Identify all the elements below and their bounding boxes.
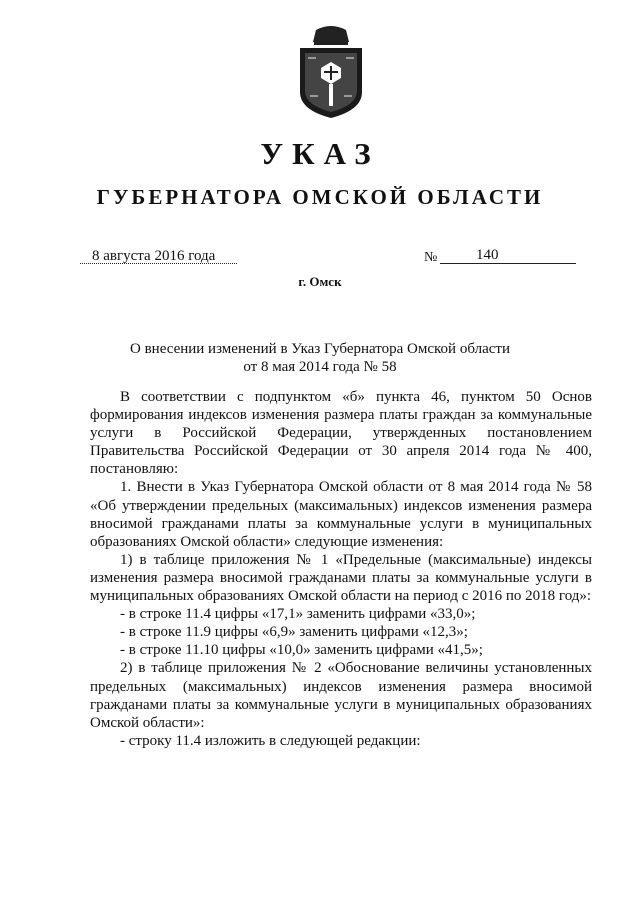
number-underline	[440, 263, 576, 264]
city: г. Омск	[298, 274, 342, 289]
decree-number: 140	[476, 247, 499, 263]
heading-line-1: О внесении изменений в Указ Губернатора Омской области	[130, 341, 510, 357]
paragraph-subitem-1: 1) в таблице приложения № 1 «Предельные (максимальные) индексы изменения размера вносимой гражданами платы за коммунальные услуги в муниципальных образованиях Омской области на период с 2016 по 2018 год»:	[90, 551, 592, 605]
coat-of-arms-icon	[294, 26, 368, 120]
paragraph-subitem-2: 2) в таблице приложения № 2 «Обоснование величины установленных предельных (максимальных) индексов изменения размера вносимой гражданами платы за коммунальные услуги в муниципальных образованиях Омской области»:	[90, 660, 592, 731]
paragraph-preamble: В соответствии с подпунктом «б» пункта 46, пунктом 50 Основ формирования индексов изменения размера платы граждан за коммунальные услуги в Российской Федерации, утвержденных постановлением Правительства Российской Федерации от 30 апреля 2014 года № 400, постановляю:	[90, 389, 592, 478]
document-body	[90, 388, 592, 750]
paragraph-row-11-4: - строку 11.4 изложить в следующей редакции:	[120, 732, 421, 749]
paragraph-change-11-9: - в строке 11.9 цифры «6,9» заменить цифрами «12,3»;	[120, 624, 468, 641]
date-underline	[80, 263, 237, 264]
number-sign: №	[424, 250, 438, 265]
paragraph-item-1: 1. Внести в Указ Губернатора Омской области от 8 мая 2014 года № 58 «Об утверждении предельных (максимальных) индексов изменения размера вносимой гражданами платы за коммунальные услуги в муниципальных образованиях Омской области» следующие изменения:	[90, 479, 592, 550]
paragraph-change-11-10: - в строке 11.10 цифры «10,0» заменить цифрами «41,5»;	[120, 642, 483, 659]
document-heading	[90, 340, 550, 376]
paragraph-change-11-4: - в строке 11.4 цифры «17,1» заменить цифрами «33,0»;	[120, 606, 476, 623]
heading-line-2: от 8 мая 2014 года № 58	[243, 359, 397, 375]
decree-title: УКАЗ	[260, 136, 380, 171]
decree-date: 8 августа 2016 года	[92, 248, 216, 264]
decree-subtitle: ГУБЕРНАТОРА ОМСКОЙ ОБЛАСТИ	[96, 185, 544, 209]
